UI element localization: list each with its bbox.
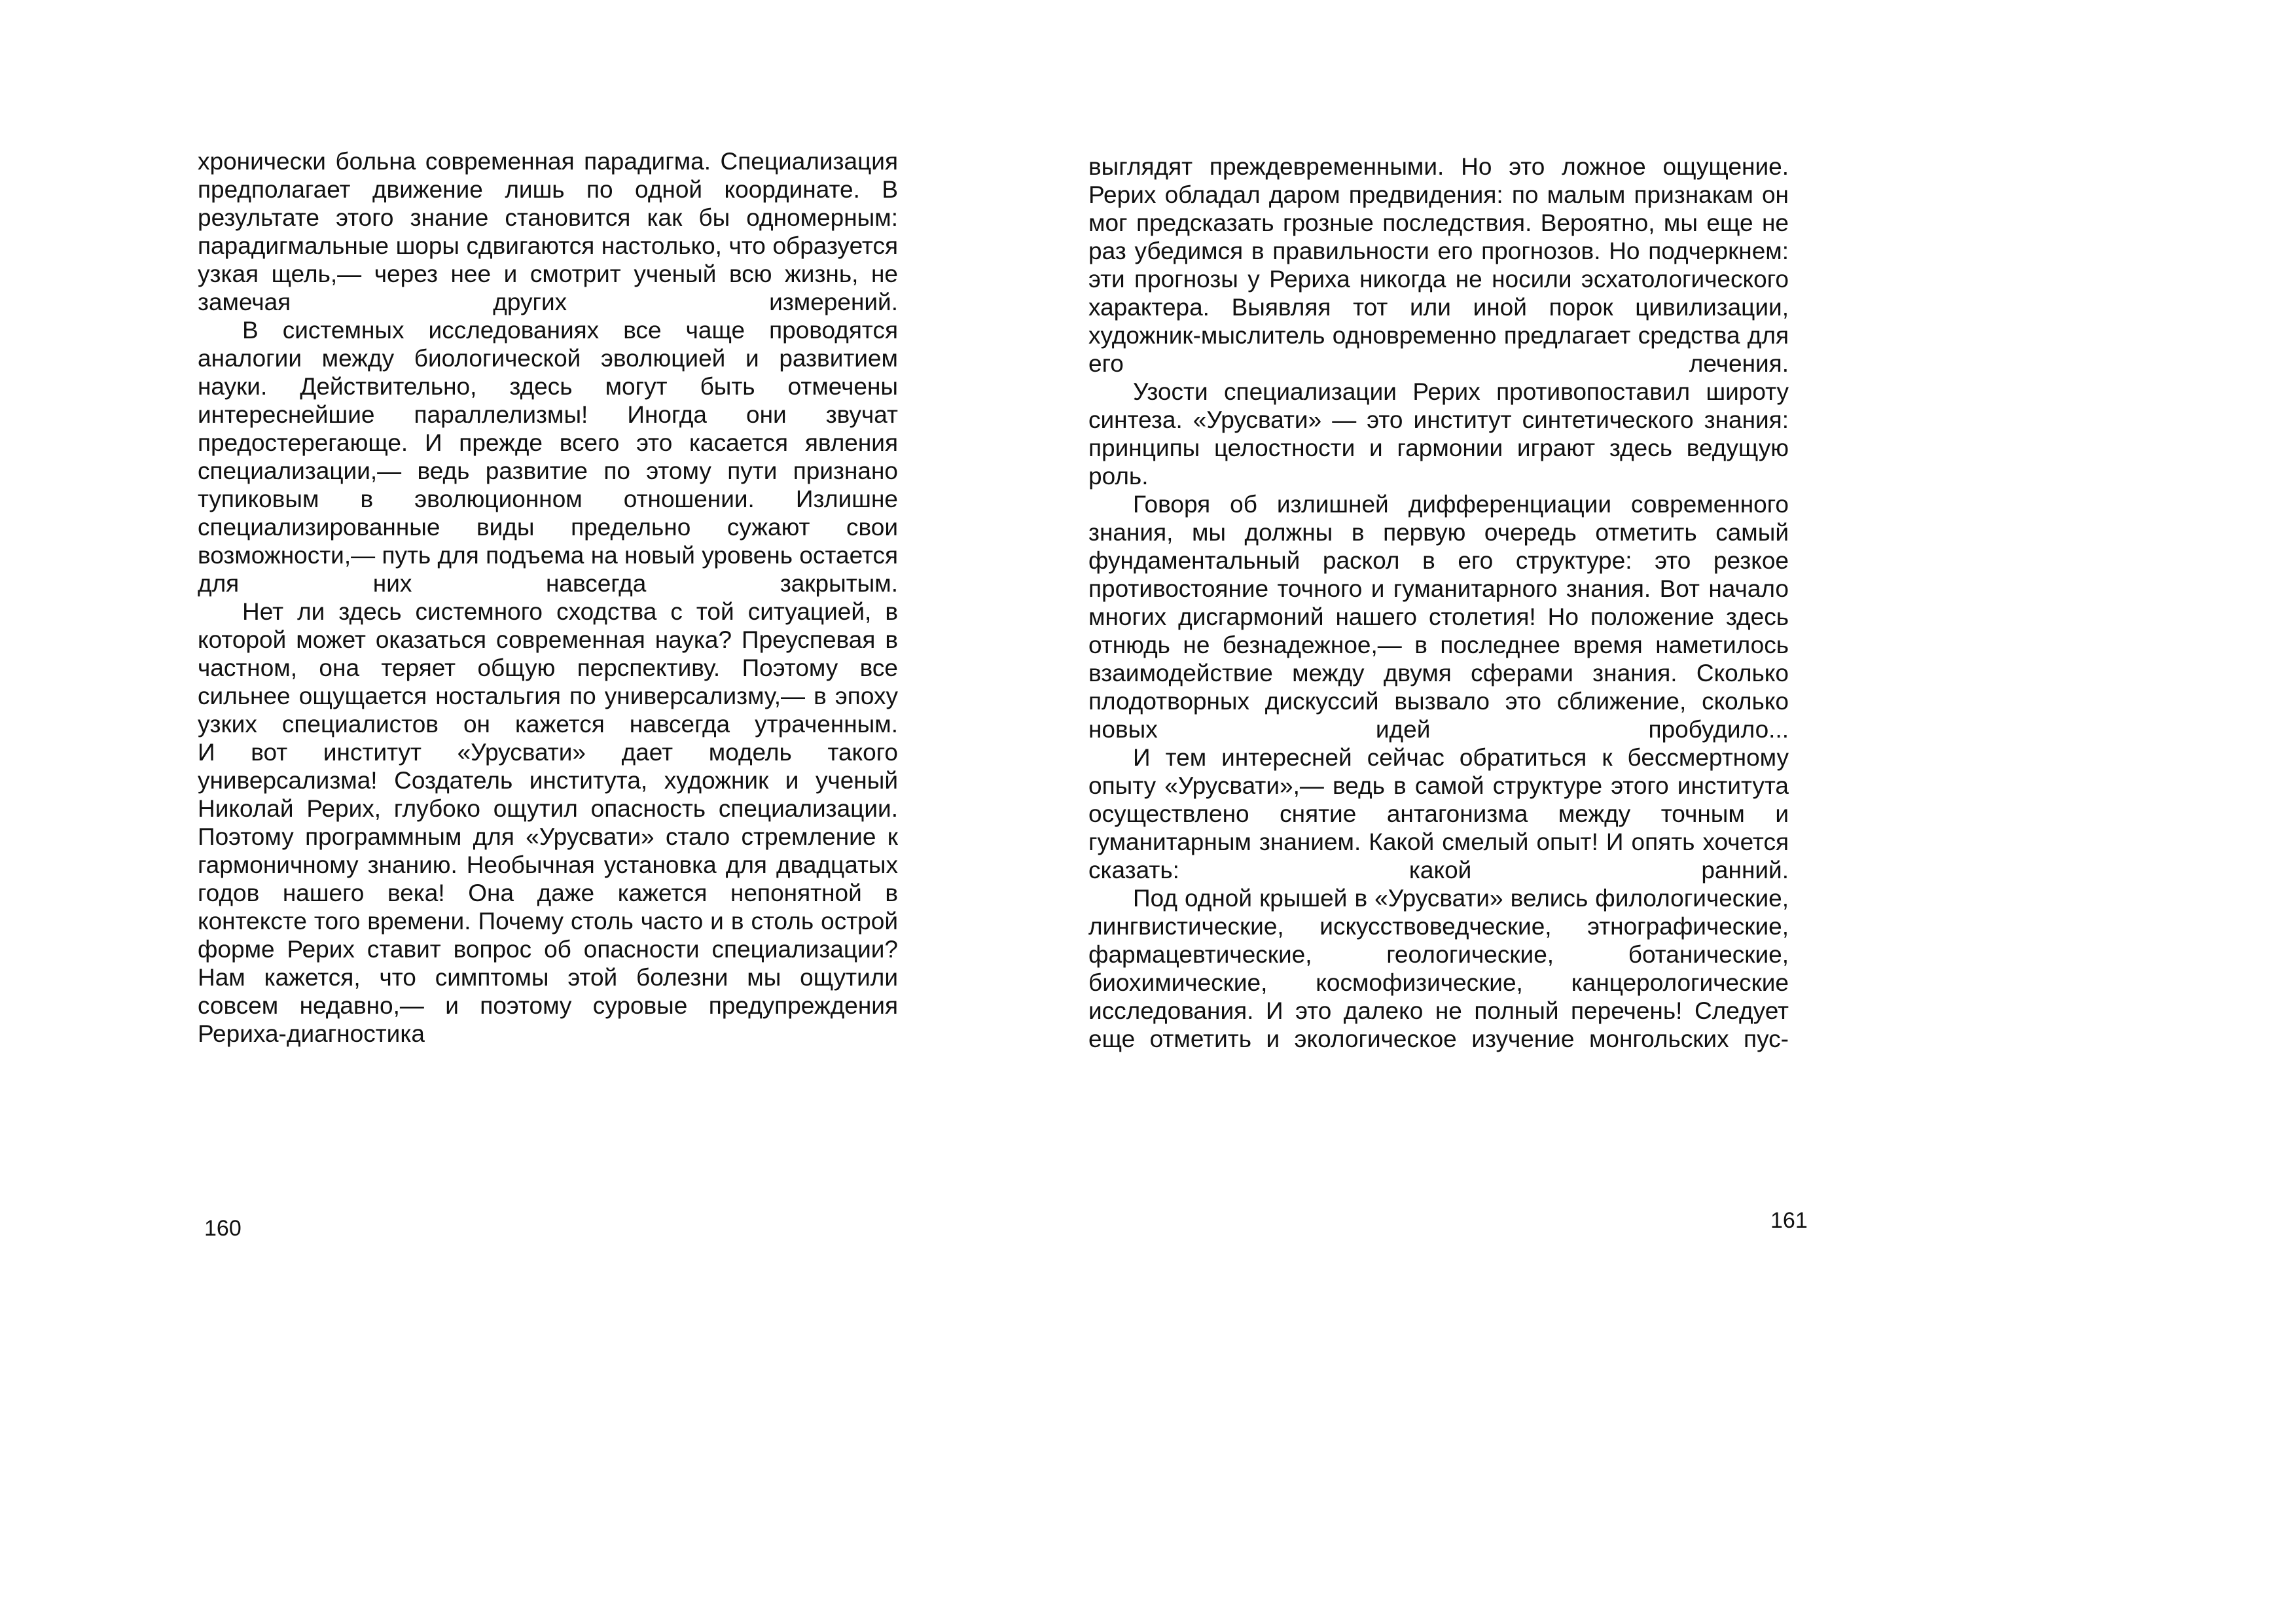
left-page <box>198 147 898 1048</box>
right-paragraph-3: Говоря об излишней дифференциации современного знания, мы должны в первую очередь отметить самый фундаментальный раскол в его структуре: это резкое противостояние точного и гуманитарного знания. Вот начало многих дисгармоний нашего столетия! Но положение здесь отнюдь не безнадежное,— в последнее время наметилось взаимодействие между двумя сферами знания. Сколько плодотворных дискуссий вызвало это сближение, сколько новых идей пробудило... <box>1088 491 1789 743</box>
right-paragraph-1: выглядят преждевременными. Но это ложное ощущение. Рерих обладал даром предвидения: по малым признакам он мог предсказать грозные последствия. Вероятно, мы еще не раз убедимся в правильности его прогнозов. Но подчеркнем: эти прогнозы у Рериха никогда не носили эсхатологического характера. Выявляя тот или иной порок цивилизации, художник-мыслитель одновременно предлагает средства для его лечения. <box>1088 153 1789 377</box>
left-paragraph-3: Нет ли здесь системного сходства с той ситуацией, в которой может оказаться современная наука? Преуспевая в частном, она теряет общую перспективу. Поэтому все сильнее ощущается ностальгия по универсализму,— в эпоху узких специалистов он кажется навсегда утраченным. <box>198 598 898 738</box>
page-number-right: 161 <box>1770 1208 1808 1233</box>
right-page <box>1088 152 1789 1053</box>
page-number-left: 160 <box>204 1216 242 1241</box>
left-paragraph-2: В системных исследованиях все чаще проводятся аналогии между биологической эволюцией и развитием науки. Действительно, здесь могут быть отмечены интереснейшие параллелизмы! Иногда они звучат предостерегающе. И прежде всего это касается явления специализации,— ведь развитие по этому пути признано тупиковым в эволюционном отношении. Излишне специализированные виды предельно сужают свои возможности,— путь для подъема на новый уровень остается для них навсегда закрытым. <box>198 317 898 597</box>
left-paragraph-4: И вот институт «Урусвати» дает модель такого универсализма! Создатель института, художник и ученый Николай Рерих, глубоко ощутил опасность специализации. Поэтому программным для «Урусвати» стало стремление к гармоничному знанию. Необычная установка для двадцатых годов нашего века! Она даже кажется непонятной в контексте того времени. Почему столь часто и в столь острой форме Рерих ставит вопрос об опасности специализации? Нам кажется, что симптомы этой болезни мы ощутили совсем недавно,— и поэтому суровые предупреждения Рериха-диагностика <box>198 739 898 1047</box>
right-paragraph-2: Узости специализации Рерих противопоставил широту синтеза. «Урусвати» — это институт синтетического знания: принципы целостности и гармонии играют здесь ведущую роль. <box>1088 378 1789 490</box>
right-paragraph-5: Под одной крышей в «Урусвати» велись филологические, лингвистические, искусствоведческие, этнографические, фармацевтические, геологические, ботанические, биохимические, космофизические, канцерологические исследования. И это далеко не полный перечень! Следует еще отметить и экологическое изучение монгольских пус- <box>1088 885 1789 1052</box>
left-paragraph-1: хронически больна современная парадигма. Специализация предполагает движение лишь по одной координате. В результате этого знание становится как бы одномерным: парадигмальные шоры сдвигаются настолько, что образуется узкая щель,— через нее и смотрит ученый всю жизнь, не замечая других измерений. <box>198 148 898 315</box>
right-paragraph-4: И тем интересней сейчас обратиться к бессмертному опыту «Урусвати»,— ведь в самой структуре этого института осуществлено снятие антагонизма между точным и гуманитарным знанием. Какой смелый опыт! И опять хочется сказать: какой ранний. <box>1088 744 1789 883</box>
